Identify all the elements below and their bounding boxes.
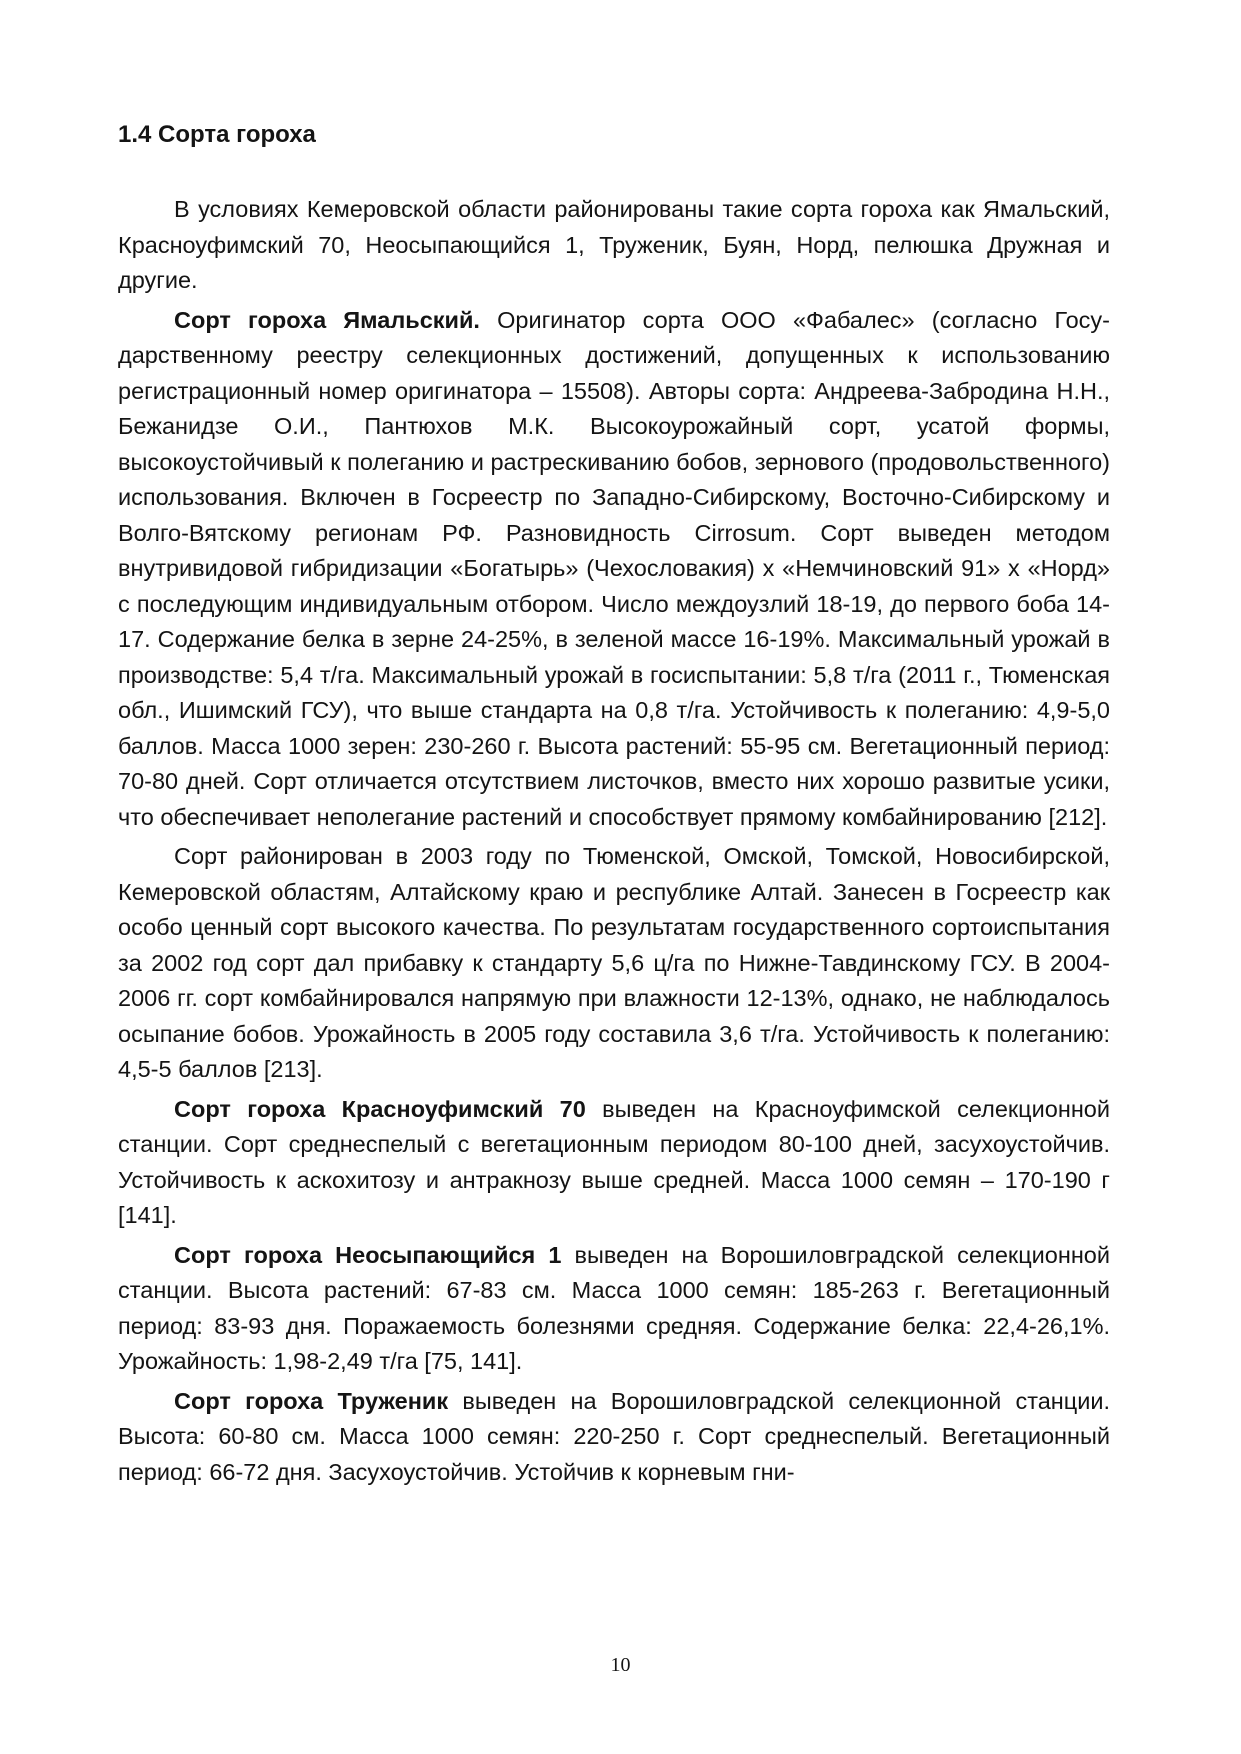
- paragraph-neosypayushchiysya: [118, 1238, 1110, 1380]
- variety-name-neosypayushchiysya: Сорт гороха Неосыпающийся 1: [174, 1241, 562, 1268]
- paragraph-krasnoufimsky: [118, 1092, 1110, 1234]
- paragraph-truzhenik: [118, 1384, 1110, 1491]
- paragraph-text: Сорт районирован в 2003 году по Тюменской, Омской, Томской, Новосибирской, Кемеровской областям, Алтайскому краю и республике Алтай. Занесен в Госреестр как особо ценный сорт высокого качества. По результатам государственного сортоиспытания за 2002 год сорт дал прибавку к стандарту 5,6 ц/га по Нижне-Тавдинскому ГСУ. В 2004-2006 гг. сорт комбайнировался напрямую при влажности 12-13%, однако, не наблюдалось осыпание бобов. Урожайность в 2005 году составила 3,6 т/га. Устойчивость к полеганию: 4,5-5 баллов [213].: [118, 843, 1110, 1082]
- paragraph-text: выведен на Ворошиловградской селекционной станции. Высота растений: 67-83 см. Масса 1000 семян: 185-263 г. Вегетационный период: 83-93 дня. Поражаемость болезнями средняя. Содержание белка: 22,4-26,1%. Урожайность: 1,98-2,49 т/га [75, 141].: [118, 1241, 1110, 1374]
- paragraph-text: В условиях Кемеровской области районированы такие сорта гороха как Ямальский, Красноуфимский 70, Неосыпающийся 1, Труженик, Буян, Норд, пелюшка Дружная и другие.: [118, 196, 1110, 293]
- body-text: [118, 192, 1110, 1494]
- variety-name-krasnoufimsky: Сорт гороха Красноуфимский 70: [174, 1095, 586, 1122]
- paragraph-text: выведен на Ворошиловградской селекционной станции. Высота: 60-80 см. Масса 1000 семян: 220-250 г. Сорт среднеспелый. Вегетационный период: 66-72 дня. Засухоустойчив. Устойчив к корневым гни-: [118, 1387, 1110, 1485]
- paragraph-text: выведен на Красноуфимской селекционной станции. Сорт среднеспелый с вегетационным периодом 80-100 дней, засухоустойчив. Устойчивость к аскохитозу и антракнозу выше средней. Масса 1000 семян – 170-190 г [141].: [118, 1095, 1110, 1228]
- paragraph-yamalsky: [118, 303, 1110, 836]
- variety-name-truzhenik: Сорт гороха Труженик: [174, 1387, 449, 1414]
- variety-name-yamalsky: Сорт гороха Ямальский.: [174, 306, 480, 333]
- paragraph-intro: [118, 192, 1110, 299]
- section-heading: 1.4 Сорта гороха: [118, 121, 316, 148]
- paragraph-zoning: [118, 839, 1110, 1088]
- page-number: 10: [610, 1654, 631, 1676]
- paragraph-text: Оригинатор сорта ООО «Фабалес» (согласно Государственному реестру селекционных достижений, допущенных к использованию регистрационный номер оригинатора – 15508). Авторы сорта: Андреева-Забродина Н.Н., Бежанидзе О.И., Пантюхов М.К. Высокоурожайный сорт, усатой формы, высокоустойчивый к полеганию и растрескиванию бобов, зернового (продовольственного) использования. Включен в Госреестр по Западно-Сибирскому, Восточно-Сибирскому и Волго-Вятскому регионам РФ. Разновидность Cirrosum. Сорт выведен методом внутривидовой гибридизации «Богатырь» (Чехословакия) x «Немчиновский 91» x «Норд» с последующим индивидуальным отбором. Число междоузлий 18-19, до первого боба 14-17. Содержание белка в зерне 24-25%, в зеленой массе 16-19%. Максимальный урожай в производстве: 5,4 т/га. Максимальный урожай в госиспытании: 5,8 т/га (2011 г., Тюменская обл., Ишимский ГСУ), что выше стандарта на 0,8 т/га. Устойчивость к полеганию: 4,9-5,0 баллов. Масса 1000 зерен: 230-260 г. Высота растений: 55-95 см. Вегетационный период: 70-80 дней. Сорт отличается отсутствием листочков, вместо них хорошо развитые усики, что обеспечивает неполегание растений и способствует прямому комбайнированию [212].: [118, 306, 1110, 830]
